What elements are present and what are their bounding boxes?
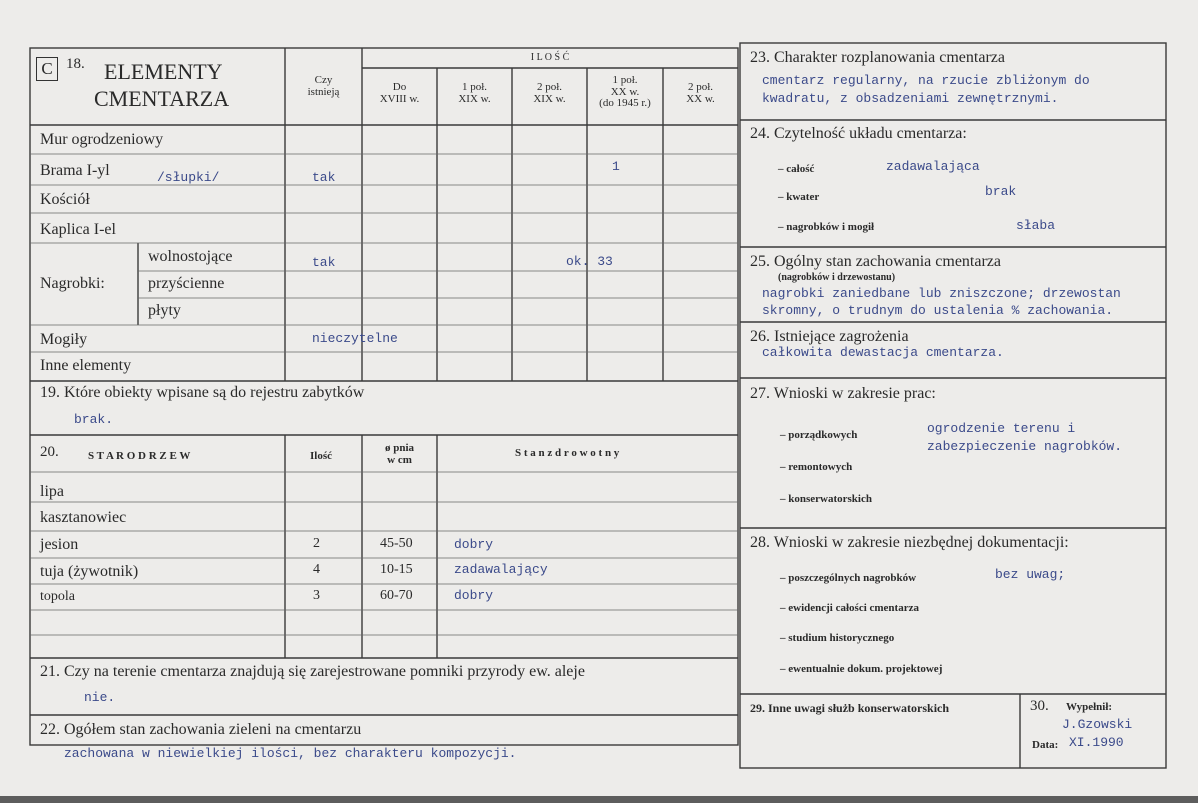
section-25-line1: nagrobki zaniedbane lub zniszczone; drzewostan <box>762 286 1121 301</box>
period-5-line1: 2 poł. <box>687 81 714 93</box>
section-30-number: 30. <box>1030 698 1049 714</box>
period-4-line1: 1 poł. <box>612 74 638 86</box>
col-tree-count-header: Ilość <box>310 450 332 462</box>
tree-count: 3 <box>313 588 320 603</box>
tree-count: 2 <box>313 536 320 551</box>
doc-records-label: – ewidencji całości cmentarza <box>780 602 919 614</box>
period-1-line2: XVIII w. <box>379 92 420 105</box>
work-renovation-label: – remontowych <box>780 461 853 473</box>
col-period-3 <box>512 82 587 105</box>
section-24-label: 24. Czytelność układu cmentarza: <box>750 125 967 142</box>
row-brama-count: 1 <box>612 159 620 174</box>
section-23-line2: kwadratu, z obsadzeniami zewnętrznymi. <box>762 91 1059 106</box>
row-kaplica-label: Kaplica I-el <box>40 221 116 238</box>
section-28-value: bez uwag; <box>995 567 1066 582</box>
section-23-label: 23. Charakter rozplanowania cmentarza <box>750 49 1005 66</box>
row-kosciol-label: Kościół <box>40 191 90 208</box>
row-nagrobki-label: Nagrobki: <box>40 275 105 292</box>
row-przyscienne-label: przyścienne <box>148 275 225 292</box>
tree-state: dobry <box>454 537 494 552</box>
section-27-label: 27. Wnioski w zakresie prac: <box>750 385 936 402</box>
period-5-line2: XX w. <box>686 92 715 105</box>
tree-name: jesion <box>40 536 79 553</box>
readability-whole-label: – całość <box>778 163 815 175</box>
section-25-line2: skromny, o trudnym do ustalenia % zachowania. <box>762 303 1114 318</box>
work-cleanup-label: – porządkowych <box>780 429 858 441</box>
readability-quarters-value: brak <box>985 184 1017 199</box>
filled-by-label: Wypełnił: <box>1066 701 1113 713</box>
period-2-line2: XIX w. <box>458 92 491 105</box>
row-wolnostojace-label: wolnostojące <box>148 248 233 265</box>
tree-name: tuja (żywotnik) <box>40 563 139 580</box>
section-20-title: S T A R O D R Z E W <box>88 450 191 462</box>
col-period-5 <box>663 82 738 105</box>
readability-graves-value: słaba <box>1016 218 1056 233</box>
row-inne-label: Inne elementy <box>40 357 132 374</box>
col-period-4 <box>587 75 663 110</box>
tree-state: zadawalający <box>454 562 548 577</box>
tree-name: kasztanowiec <box>40 509 127 526</box>
section-25-sublabel: (nagrobków i drzewostanu) <box>778 272 896 283</box>
section-22-value: zachowana w niewielkiej ilości, bez charakteru kompozycji. <box>64 746 517 761</box>
col-trunk-header <box>362 443 437 466</box>
col-trunk-line1: ø pnia <box>384 442 415 454</box>
section-21-label: 21. Czy na terenie cmentarza znajdują się zarejestrowane pomniki przyrody ew. aleje <box>40 663 585 680</box>
doc-history-label: – studium historycznego <box>780 632 895 644</box>
col-period-1 <box>362 82 437 105</box>
row-brama-label: Brama I-yl <box>40 162 110 179</box>
tree-diameter: 60-70 <box>380 588 413 603</box>
row-plyty-label: płyty <box>148 302 181 319</box>
section-23-line1: cmentarz regularny, na rzucie zbliżonym do <box>762 73 1090 88</box>
col-exists-line1: Czy <box>314 74 333 86</box>
period-2-line1: 1 poł. <box>461 81 488 93</box>
doc-design-label: – ewentualnie dokum. projektowej <box>780 663 943 675</box>
period-3-line2: XIX w. <box>533 92 566 105</box>
section-19-value: brak. <box>74 412 114 427</box>
row-nagrobki-count: ok. 33 <box>566 254 613 269</box>
date-value: XI.1990 <box>1069 735 1124 750</box>
section-28-label: 28. Wnioski w zakresie niezbędnej dokumentacji: <box>750 534 1069 551</box>
row-nagrobki-exists: tak <box>312 255 336 270</box>
period-4-line3: (do 1945 r.) <box>599 97 651 110</box>
period-4-line2: XX w. <box>610 85 640 98</box>
row-mogily-value: nieczytelne <box>312 331 398 346</box>
section-18-number: 18. <box>66 56 85 72</box>
work-conservation-label: – konserwatorskich <box>780 493 872 505</box>
col-period-2 <box>437 82 512 105</box>
col-exists-line2: istnieją <box>307 85 340 98</box>
section-20-number: 20. <box>40 444 59 460</box>
section-29-label: 29. Inne uwagi służb konserwatorskich <box>750 701 950 715</box>
section-25-label: 25. Ogólny stan zachowania cmentarza <box>750 253 1002 270</box>
section-19-label: 19. Które obiekty wpisane są do rejestru zabytków <box>40 384 365 401</box>
date-label: Data: <box>1032 739 1059 751</box>
col-trunk-line2: w cm <box>387 453 412 466</box>
readability-whole-value: zadawalająca <box>886 159 980 174</box>
section-21-value: nie. <box>84 690 116 705</box>
col-ilosc-header: I L O Ś Ć <box>530 52 570 63</box>
row-mogily-label: Mogiły <box>40 331 88 348</box>
tree-diameter: 10-15 <box>380 562 413 577</box>
period-3-line1: 2 poł. <box>536 81 563 93</box>
card-type-letter: C <box>36 57 58 81</box>
readability-quarters-label: – kwater <box>778 191 820 203</box>
col-exists-header <box>285 75 362 98</box>
tree-diameter: 45-50 <box>380 536 413 551</box>
section-22-label: 22. Ogółem stan zachowania zieleni na cmentarzu <box>40 721 362 738</box>
col-health-header: S t a n z d r o w o t n y <box>515 447 620 459</box>
row-brama-note: /słupki/ <box>157 170 220 185</box>
tree-name: topola <box>40 589 75 604</box>
doc-graves-label: – poszczególnych nagrobków <box>780 572 917 584</box>
row-brama-exists: tak <box>312 170 336 185</box>
readability-graves-label: – nagrobków i mogił <box>778 221 875 233</box>
section-18-title-line2: CMENTARZA <box>94 86 230 111</box>
section-26-label: 26. Istniejące zagrożenia <box>750 328 909 345</box>
section-27-value-line1: ogrodzenie terenu i <box>927 421 1076 436</box>
filled-by-value: J.Gzowski <box>1062 717 1133 732</box>
tree-count: 4 <box>313 562 320 577</box>
section-26-value: całkowita dewastacja cmentarza. <box>762 345 1004 360</box>
section-18-title-line1: ELEMENTY <box>104 59 223 84</box>
section-27-value-line2: zabezpieczenie nagrobków. <box>927 439 1123 454</box>
tree-name: lipa <box>40 483 64 500</box>
row-mur-label: Mur ogrodzeniowy <box>40 131 164 148</box>
tree-state: dobry <box>454 588 494 603</box>
period-1-line1: Do <box>392 81 407 93</box>
